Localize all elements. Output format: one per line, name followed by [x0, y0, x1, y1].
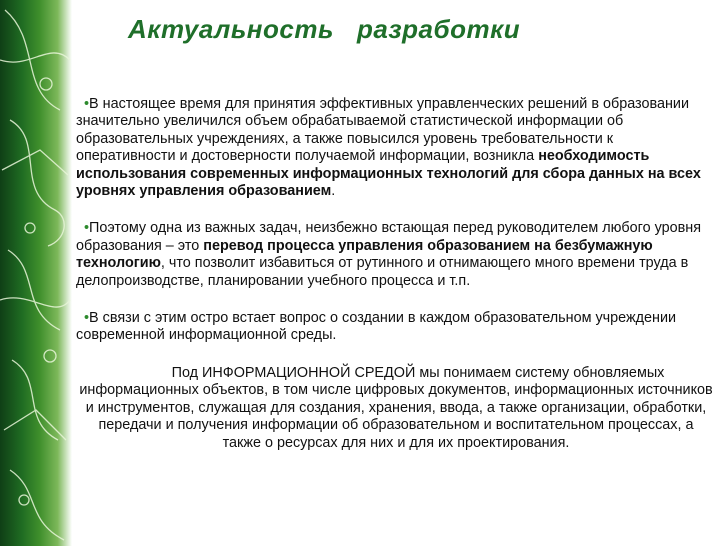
definition-text: Под ИНФОРМАЦИОННОЙ СРЕДОЙ мы понимаем систему обновляемых информационных объектов, в том числе цифровых документов, информационных источников и инструментов, служащая для создания, хранения, ввода, а также организации, обработки, передачи и получения информации об образовательном и воспитательном процессах, а также о ресурсах для них и для их проектирования. — [79, 364, 713, 451]
bullet-icon: • — [84, 310, 90, 327]
bullet-icon: • — [84, 220, 90, 237]
paragraph-tail: , что позволит избавиться от рутинного и отнимающего много времени труда в делопроизводстве, планировании учебного процесса и т.п. — [76, 255, 689, 289]
paragraph-text: Поэтому одна из важных задач, неизбежно встающая перед руководителем любого уровня образования – это — [76, 220, 702, 254]
slide-content — [76, 96, 716, 452]
paragraph-1 — [76, 96, 716, 200]
paragraph-tail: . — [331, 183, 336, 200]
bullet-icon: • — [84, 96, 90, 112]
paragraph-text: В настоящее время для принятия эффективных управленческих решений в образовании значительно увеличился объем обрабатываемой статистической информации об образовательных учреждениях, а также повысился уровень требовательности к оперативности и достоверности получаемой информации, возникла — [76, 96, 689, 165]
paragraph-2 — [76, 220, 716, 290]
slide-title: Актуальность разработки — [128, 14, 521, 44]
paragraph-text: В связи с этим остро встает вопрос о создании в каждом образовательном учреждении современной информационной среды. — [76, 310, 677, 344]
decorative-side-band — [0, 0, 72, 546]
definition-paragraph — [76, 365, 716, 452]
paragraph-emphasis: необходимость использования современных информационных технологий для сбора данных на всех уровнях управления образованием — [76, 148, 701, 200]
paragraph-3 — [76, 310, 716, 345]
swirl-ornament — [0, 0, 72, 546]
paragraph-emphasis: перевод процесса управления образованием на безбумажную технологию — [76, 237, 653, 272]
